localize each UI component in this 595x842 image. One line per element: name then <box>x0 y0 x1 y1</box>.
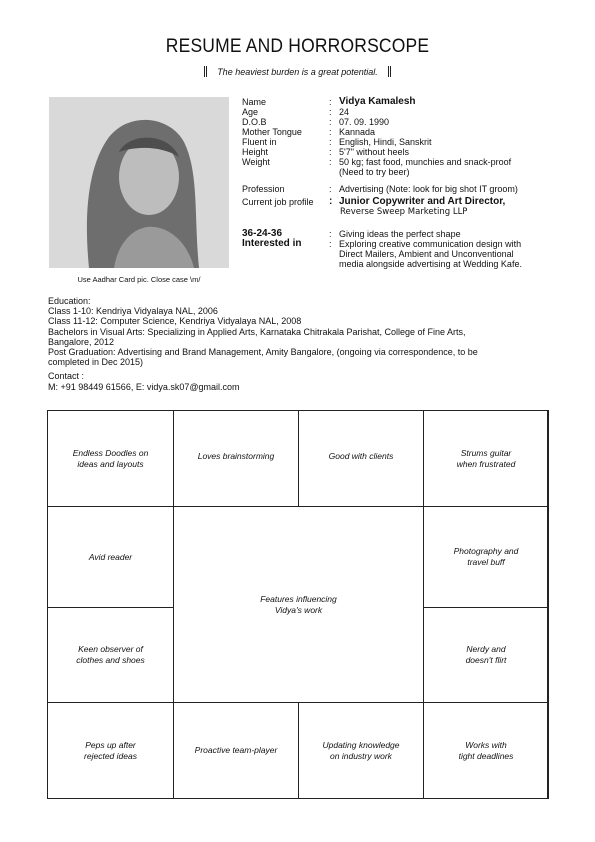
education-section <box>48 296 558 392</box>
profile-row-job-cont <box>242 207 562 217</box>
job-label: Current job profile <box>242 197 314 207</box>
profile-row-weight: Weight : 50 kg; fast food, munchies and snack-proof <box>242 157 562 167</box>
photo-caption: Use Aadhar Card pic. Close case \m/ <box>77 275 201 284</box>
measurements-label: 36-24-36 <box>242 228 283 239</box>
profile-row-age: Age : 24 <box>242 107 562 117</box>
education-line: completed in Dec 2015) <box>48 357 144 368</box>
education-line: Class 11-12: Computer Science, Kendriya Vidyalaya NAL, 2008 <box>48 316 302 327</box>
profile-row-interests: Interested in : Exploring creative communication design with <box>242 239 562 249</box>
profile-row-job: Current job profile : Junior Copywriter and Art Director, <box>242 197 562 207</box>
page-title: RESUME AND HORRORSCOPE <box>165 36 430 57</box>
tagline-text: The heaviest burden is a great potential. <box>217 67 378 77</box>
profile-row-mother-tongue: Mother Tongue : Kannada <box>242 127 562 137</box>
name-value: Vidya Kamalesh <box>339 96 416 107</box>
trait-doodles: Endless Doodles on ideas and layouts <box>47 410 174 507</box>
profile-photo <box>49 97 229 268</box>
weight-label: Weight <box>242 157 270 167</box>
trait-observer: Keen observer of clothes and shoes <box>47 607 174 703</box>
education-heading: Education: <box>48 296 91 306</box>
weight-value: 50 kg; fast food, munchies and snack-proof <box>339 157 512 167</box>
profile-row-shape: 36-24-36 : Giving ideas the perfect shape <box>242 229 562 239</box>
trait-clients: Good with clients <box>298 410 424 507</box>
fluent-label: Fluent in <box>242 137 277 147</box>
profile-details <box>242 97 562 269</box>
tagline <box>0 66 595 77</box>
trait-guitar: Strums guitar when frustrated <box>423 410 549 507</box>
tagline-left-bar <box>204 66 207 77</box>
trait-teamplayer: Proactive team-player <box>173 702 299 799</box>
education-line: Class 1-10: Kendriya Vidyalaya NAL, 2006 <box>48 306 218 317</box>
interests-value-2: Direct Mailers, Ambient and Unconventional <box>339 249 514 259</box>
height-value: 5'7" without heels <box>339 147 409 157</box>
weight-note: (Need to try beer) <box>339 167 410 177</box>
profession-label: Profession <box>242 184 285 194</box>
company-value: Reverse Sweep Marketing LLP <box>340 207 468 217</box>
profile-row-weight-cont <box>242 167 562 177</box>
age-value: 24 <box>339 107 350 117</box>
trait-nerdy: Nerdy and doesn't flirt <box>423 607 549 703</box>
profile-row-height: Height : 5'7" without heels <box>242 147 562 157</box>
dob-value: 07. 09. 1990 <box>339 117 390 127</box>
dob-label: D.O.B <box>242 117 267 127</box>
tagline-right-bar <box>388 66 391 77</box>
trait-center-features: Features influencing Vidya's work <box>173 506 424 703</box>
profile-row-dob: D.O.B : 07. 09. 1990 <box>242 117 562 127</box>
education-line: Bachelors in Visual Arts: Specializing in Applied Arts, Karnataka Chitrakala Parishat, College of Fine Arts, <box>48 326 466 337</box>
profile-row-profession: Profession : Advertising (Note: look for big shot IT groom) <box>242 184 562 194</box>
profile-row-name: Name : Vidya Kamalesh <box>242 97 562 107</box>
profile-row-interests-3 <box>242 259 562 269</box>
trait-photography: Photography and travel buff <box>423 506 549 608</box>
fluent-value: English, Hindi, Sanskrit <box>339 137 432 147</box>
interests-value-3: media alongside advertising at Wedding Kafe. <box>339 259 522 269</box>
measurements-value: Giving ideas the perfect shape <box>339 229 461 239</box>
job-value: Junior Copywriter and Art Director, <box>339 196 506 207</box>
education-line: Bangalore, 2012 <box>48 336 115 347</box>
profile-row-interests-2 <box>242 249 562 259</box>
mother-tongue-label: Mother Tongue <box>242 127 302 137</box>
name-label: Name <box>242 97 267 107</box>
trait-deadlines: Works with tight deadlines <box>423 702 549 799</box>
trait-reader: Avid reader <box>47 506 174 608</box>
trait-brainstorming: Loves brainstorming <box>173 410 299 507</box>
trait-knowledge: Updating knowledge on industry work <box>298 702 424 799</box>
interests-label: Interested in <box>242 238 302 249</box>
contact-line: M: +91 98449 61566, E: vidya.sk07@gmail.com <box>48 381 240 392</box>
age-label: Age <box>242 107 259 117</box>
contact-heading: Contact : <box>48 371 85 382</box>
interests-value-1: Exploring creative communication design with <box>339 239 522 249</box>
trait-pepsup: Peps up after rejected ideas <box>47 702 174 799</box>
profile-photo-image <box>49 97 229 268</box>
traits-grid <box>47 410 548 799</box>
education-line: Post Graduation: Advertising and Brand Management, Amity Bangalore, (ongoing via correspondence, to be <box>48 347 478 358</box>
profile-row-fluent: Fluent in : English, Hindi, Sanskrit <box>242 137 562 147</box>
profession-value: Advertising (Note: look for big shot IT groom) <box>339 184 518 194</box>
mother-tongue-value: Kannada <box>339 127 376 137</box>
height-label: Height <box>242 147 269 157</box>
